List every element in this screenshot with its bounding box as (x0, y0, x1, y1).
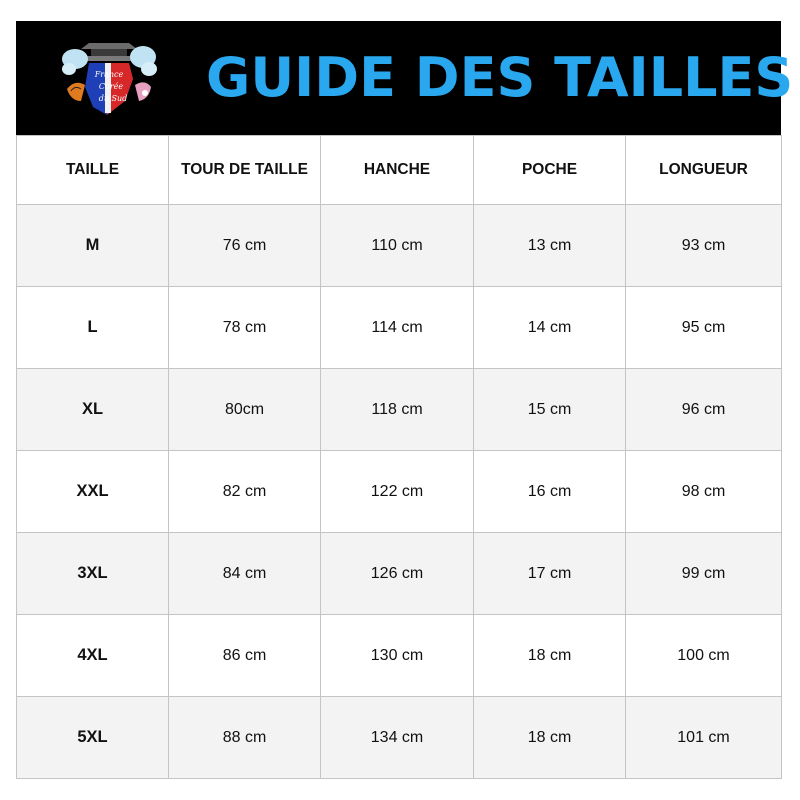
column-header: TAILLE (17, 136, 169, 205)
length-cell: 98 cm (626, 451, 782, 533)
hip-cell: 118 cm (321, 369, 474, 451)
table-row (17, 205, 782, 287)
length-cell: 100 cm (626, 615, 782, 697)
size-guide (16, 21, 794, 786)
column-header: POCHE (474, 136, 626, 205)
size-cell: 4XL (17, 615, 169, 697)
size-cell: XL (17, 369, 169, 451)
table-row (17, 369, 782, 451)
page-title: GUIDE DES TAILLES (206, 46, 794, 109)
size-cell: 3XL (17, 533, 169, 615)
pocket-cell: 13 cm (474, 205, 626, 287)
logo-text-line-3: du Sud (98, 94, 128, 103)
length-cell: 101 cm (626, 697, 782, 779)
pocket-cell: 15 cm (474, 369, 626, 451)
size-cell: L (17, 287, 169, 369)
table-row (17, 615, 782, 697)
column-header: LONGUEUR (626, 136, 782, 205)
length-cell: 93 cm (626, 205, 782, 287)
hip-cell: 130 cm (321, 615, 474, 697)
waist-cell: 88 cm (169, 697, 321, 779)
waist-cell: 82 cm (169, 451, 321, 533)
hip-cell: 122 cm (321, 451, 474, 533)
hip-cell: 110 cm (321, 205, 474, 287)
pocket-cell: 17 cm (474, 533, 626, 615)
column-header: HANCHE (321, 136, 474, 205)
waist-cell: 86 cm (169, 615, 321, 697)
size-cell: M (17, 205, 169, 287)
logo-text-line-1: France (94, 70, 124, 79)
size-cell: XXL (17, 451, 169, 533)
length-cell: 96 cm (626, 369, 782, 451)
hip-cell: 126 cm (321, 533, 474, 615)
table-row (17, 451, 782, 533)
waist-cell: 76 cm (169, 205, 321, 287)
pocket-cell: 16 cm (474, 451, 626, 533)
hip-cell: 134 cm (321, 697, 474, 779)
table-row (17, 533, 782, 615)
logo-text-line-2: Corée (98, 82, 124, 91)
length-cell: 99 cm (626, 533, 782, 615)
length-cell: 95 cm (626, 287, 782, 369)
waist-cell: 84 cm (169, 533, 321, 615)
size-cell: 5XL (17, 697, 169, 779)
table-header-row (17, 136, 782, 205)
waist-cell: 78 cm (169, 287, 321, 369)
header-banner (16, 21, 794, 135)
waist-cell: 80cm (169, 369, 321, 451)
pocket-cell: 18 cm (474, 615, 626, 697)
table-row (17, 697, 782, 779)
size-table (16, 135, 782, 779)
column-header: TOUR DE TAILLE (169, 136, 321, 205)
logo-emblem-icon (59, 29, 159, 127)
pocket-cell: 18 cm (474, 697, 626, 779)
hip-cell: 114 cm (321, 287, 474, 369)
table-row (17, 287, 782, 369)
brand-logo (59, 29, 159, 127)
pocket-cell: 14 cm (474, 287, 626, 369)
